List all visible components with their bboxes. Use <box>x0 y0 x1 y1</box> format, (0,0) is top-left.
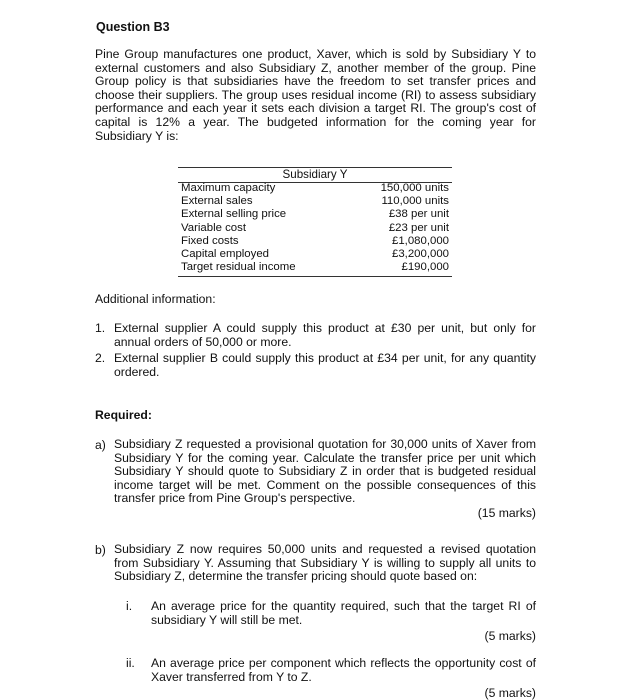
row-value: £3,200,000 <box>391 247 449 260</box>
table-bottom-rule <box>178 276 452 277</box>
list-item <box>95 352 536 379</box>
row-value: 110,000 units <box>381 195 449 208</box>
row-label: Maximum capacity <box>181 182 276 194</box>
intro-paragraph: Pine Group manufactures one product, Xaver, which is sold by Subsidiary Y to external customers and also Subsidiary Z, another member of the group. Pine Group policy is that subsidiaries have the freedom to set transfer prices and choose their suppliers. The group uses residual income (RI) to assess subsidiary performance and each year it sets each division a target RI. The group's cost of capital is 12% a year. The budgeted information for the coming year for Subsidiary Y is: <box>95 47 536 143</box>
part-ii-label: ii. <box>126 656 135 670</box>
list-item <box>95 322 536 349</box>
row-label: Target residual income <box>181 261 296 274</box>
additional-info-title: Additional information: <box>95 292 216 306</box>
list-number: 2. <box>95 351 106 366</box>
question-a-marks: (15 marks) <box>477 505 536 520</box>
part-i-label: i. <box>126 599 133 613</box>
question-heading: Question B3 <box>96 20 170 34</box>
list-text: External supplier B could supply this product at £34 per unit, for any quantity ordered. <box>114 351 536 379</box>
row-label: External sales <box>181 195 253 208</box>
list-text: External supplier A could supply this product at £30 per unit, but only for annual orders of 50,000 or more. <box>114 321 536 349</box>
row-label: Fixed costs <box>181 234 239 247</box>
row-label: Capital employed <box>181 247 270 260</box>
required-title: Required: <box>95 408 152 422</box>
additional-info-list <box>95 322 536 382</box>
table-row <box>181 208 449 221</box>
question-a-text: Subsidiary Z requested a provisional quotation for 30,000 units of Xaver from Subsidiary Y for the coming year. Calculate the transfer price per unit which Subsidiary Y should quote to Subsidiary Z in order that is budgeted residual income target will be met. Comment on the possible consequences of this transfer price from Pine Group's perspective. <box>114 437 536 506</box>
row-value: £190,000 <box>401 261 449 274</box>
row-label: External selling price <box>181 208 287 221</box>
row-label: Variable cost <box>181 221 247 234</box>
question-b <box>95 543 536 584</box>
question-a-label: a) <box>95 438 106 452</box>
row-value: £1,080,000 <box>391 234 449 247</box>
table-row <box>181 222 449 235</box>
table-row <box>181 248 449 261</box>
part-i-marks: (5 marks) <box>484 629 536 643</box>
table-row <box>181 195 449 208</box>
row-value: £38 per unit <box>388 208 449 221</box>
question-b-label: b) <box>95 543 106 557</box>
question-a <box>95 438 536 520</box>
table-row <box>181 182 449 195</box>
table-row <box>181 261 449 274</box>
row-value: 150,000 units <box>380 182 449 194</box>
question-b-part-i <box>126 599 536 627</box>
question-b-part-ii <box>126 656 536 684</box>
list-number: 1. <box>95 321 106 335</box>
part-ii-text: An average price per component which reflects the opportunity cost of Xaver transferred from Y to Z. <box>151 656 536 684</box>
part-ii-marks: (5 marks) <box>484 686 536 700</box>
part-i-text: An average price for the quantity required, such that the target RI of subsidiary Y will still be met. <box>151 599 536 627</box>
table-caption: Subsidiary Y <box>282 168 348 181</box>
table-row <box>181 235 449 248</box>
row-value: £23 per unit <box>388 221 449 234</box>
question-b-text: Subsidiary Z now requires 50,000 units and requested a revised quotation from Subsidiary Y. Assuming that Subsidiary Y is willing to supply all units to Subsidiary Z, determine the transfer pricing should quote based on: <box>114 542 536 584</box>
